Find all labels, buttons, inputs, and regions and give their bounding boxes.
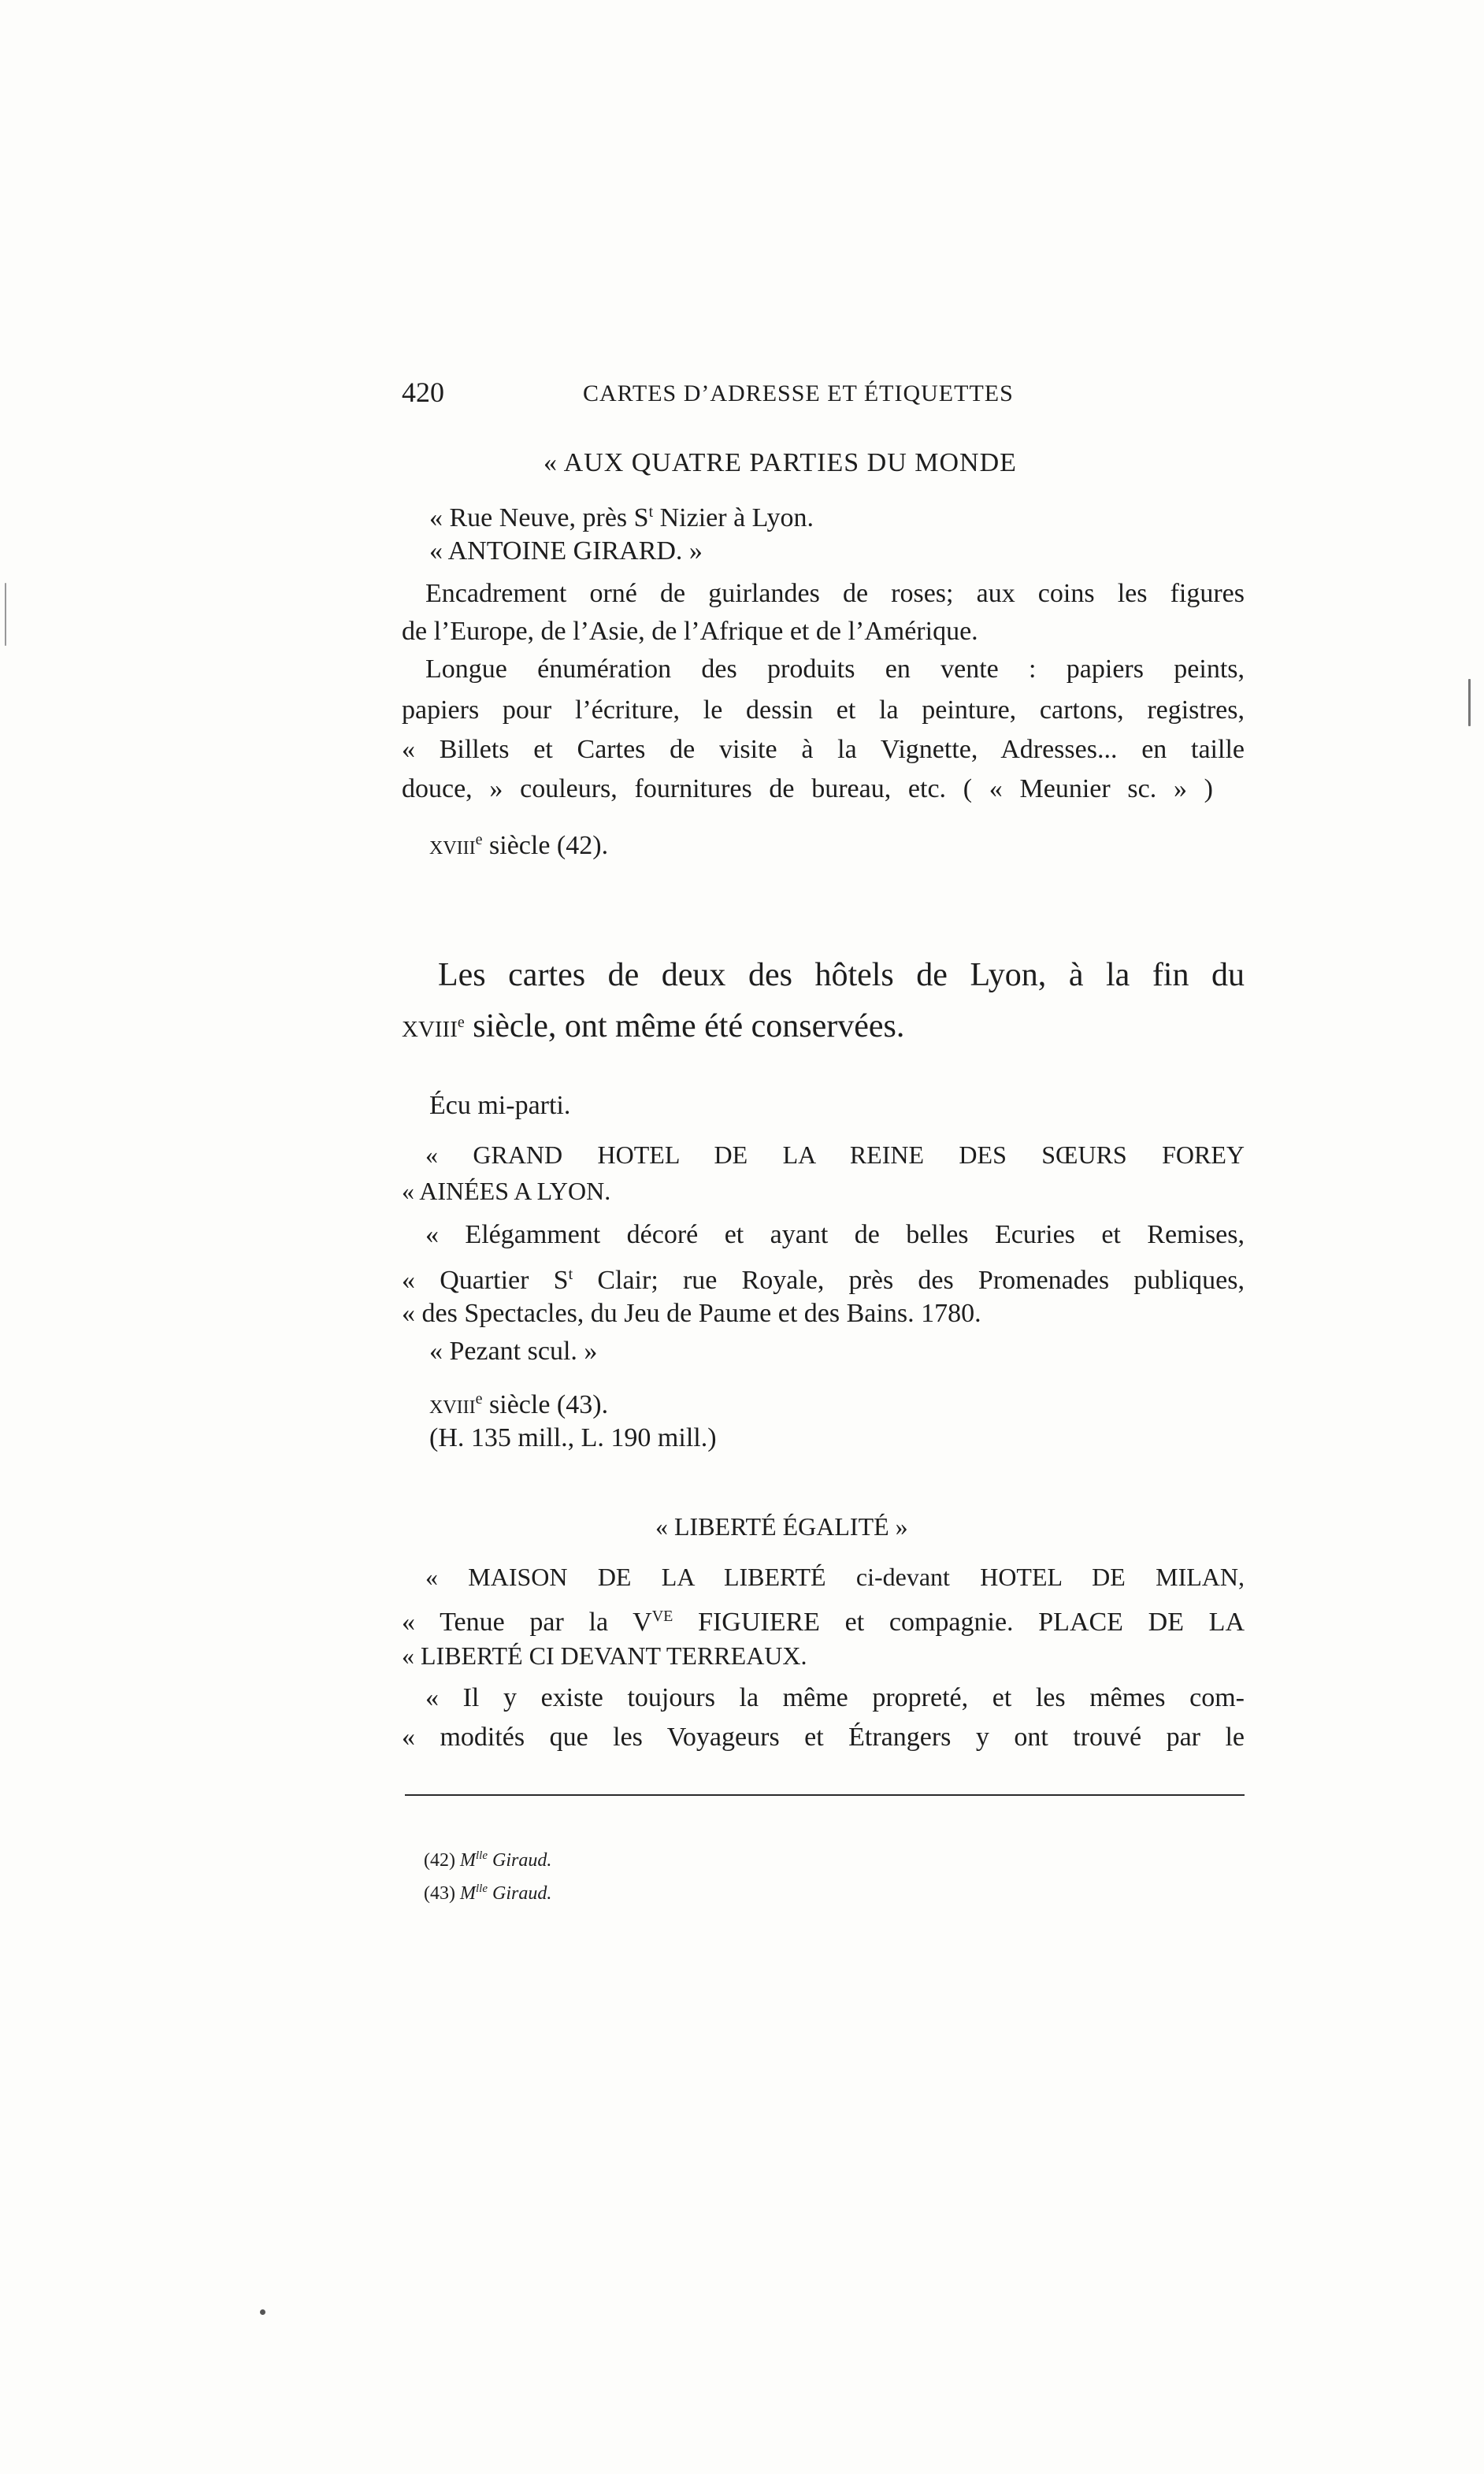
footnote: (42) $M^{lle}$ Giraud. <box>424 1849 552 1871</box>
entry3-line: « LIBERTÉ CI DEVANT TERREAUX. <box>402 1641 807 1670</box>
entry2-desc-line: « Quartier $S^t$ Clair; rue Royale, près des Promenades publiques, <box>402 1266 1245 1295</box>
footnote-rule <box>405 1794 1245 1796</box>
entry2-dimensions: (H. 135 mill., L. 190 mill.) <box>429 1423 717 1452</box>
entry2-date: xviii$^e$ siècle (43). <box>429 1390 609 1419</box>
entry2-hotel-line: « GRAND HOTEL DE LA REINE DES SŒURS FOREY <box>425 1141 1245 1169</box>
entry1-proprietor: « ANTOINE GIRARD. » <box>429 536 703 566</box>
scan-edge-mark <box>5 583 6 646</box>
entry2-hotel-line: « AINÉES A LYON. <box>402 1177 611 1205</box>
entry1-list-line: Longue énumération des produits en vente : papiers peints, <box>425 655 1245 684</box>
entry1-list-line: « Billets et Cartes de visite à la Vignette, Adresses... en taille <box>402 735 1245 764</box>
entry1-list-line: douce, » couleurs, fournitures de bureau, etc. ( « Meunier sc. » ) <box>402 774 1213 803</box>
entry3-line: « modités que les Voyageurs et Étrangers y ont trouvé par le <box>402 1723 1245 1752</box>
entry1-address: « Rue Neuve, près $S^t$ Nizier à Lyon. <box>429 503 814 532</box>
scan-edge-mark <box>1468 679 1471 726</box>
entry2-desc-line: « Elégamment décoré et ayant de belles Ecuries et Remises, <box>425 1220 1245 1249</box>
entry3-line: « MAISON DE LA LIBERTÉ ci-devant HOTEL DE MILAN, <box>425 1563 1245 1591</box>
entry1-date: xviii$^e$ siècle (42). <box>429 831 609 860</box>
entry1-desc-line: Encadrement orné de guirlandes de roses; aux coins les figures <box>425 579 1245 608</box>
running-title: CARTES D’ADRESSE ET ÉTIQUETTES <box>583 380 1014 406</box>
entry1-list-line: papiers pour l’écriture, le dessin et la peinture, cartons, registres, <box>402 695 1245 725</box>
footnote: (43) $M^{lle}$ Giraud. <box>424 1882 552 1904</box>
entry2-ecu: Écu mi-parti. <box>429 1091 571 1120</box>
entry2-engraver: « Pezant scul. » <box>429 1337 598 1366</box>
entry3-line: « Il y existe toujours la même propreté, et les mêmes com- <box>425 1683 1245 1712</box>
intro-line: xviii$^e$ siècle, ont même été conservées. <box>402 1008 905 1044</box>
intro-line: Les cartes de deux des hôtels de Lyon, à la fin du <box>438 957 1245 993</box>
entry3-line: « Tenue par la $V^{VE}$ FIGUIERE et compagnie. PLACE DE LA <box>402 1608 1245 1637</box>
page-number: 420 <box>402 376 444 408</box>
entry1-title: « AUX QUATRE PARTIES DU MONDE <box>544 448 1017 477</box>
entry1-desc-line: de l’Europe, de l’Asie, de l’Afrique et de l’Amérique. <box>402 617 978 646</box>
entry2-desc-line: « des Spectacles, du Jeu de Paume et des Bains. 1780. <box>402 1299 981 1328</box>
scan-speck <box>260 2309 265 2315</box>
entry3-title: « LIBERTÉ ÉGALITÉ » <box>655 1512 908 1541</box>
